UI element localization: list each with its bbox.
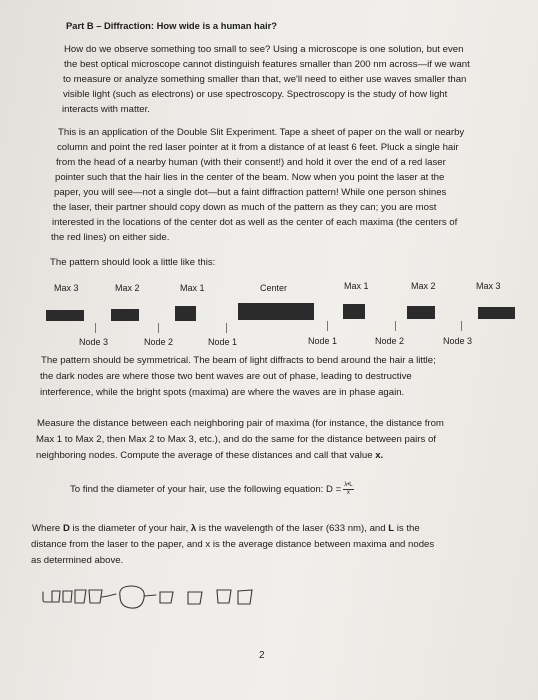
node-tick (327, 321, 328, 331)
equation-line (70, 482, 354, 497)
max2-left-bar (111, 309, 139, 321)
text-line: interference, while the bright spots (maxima) are where the waves are in phase again. (40, 387, 405, 398)
text-line (32, 521, 420, 536)
text-line: to measure or analyze something smaller than that, we'll need to either use waves smaller than (63, 74, 467, 85)
max1-left-bar (175, 306, 196, 321)
text-line: interacts with matter. (62, 104, 150, 115)
text-line: as determined above. (31, 555, 124, 566)
node-label: Node 2 (375, 336, 405, 346)
node-label: Node 1 (308, 336, 338, 346)
equation-text: To find the diameter of your hair, use the following equation: D = (70, 484, 342, 496)
text-segment: is the (394, 523, 420, 534)
text-line: Measure the distance between each neighboring pair of maxima (for instance, the distance from (37, 418, 444, 429)
fraction-numerator: λ•L (344, 482, 353, 488)
node-label: Node 3 (443, 336, 473, 346)
text-line: This is an application of the Double Slit Experiment. Tape a sheet of paper on the wall or nearby (58, 127, 465, 138)
text-segment: Where (32, 523, 63, 534)
text-line: distance from the laser to the paper, and x is the average distance between maxima and nodes (31, 539, 435, 550)
node-label: Node 2 (144, 337, 174, 347)
max2-right-bar (407, 306, 435, 319)
node-label: Node 3 (79, 337, 109, 347)
max3-left-bar (46, 310, 84, 321)
max-label: Max 2 (411, 281, 436, 291)
text-line: paper, you will see—not a single dot—but a faint diffraction pattern! While one person shines (54, 187, 447, 198)
text-line: interested in the locations of the center dot as well as the center of each maxima (the centers of (52, 217, 458, 228)
node-tick (158, 323, 159, 333)
node-tick (95, 323, 96, 333)
variable-lambda: λ (190, 523, 197, 534)
max3-right-bar (478, 307, 515, 319)
node-label: Node 1 (208, 337, 238, 347)
center-bar (238, 303, 314, 320)
node-tick (395, 321, 396, 331)
text-line: column and point the red laser pointer at it from a distance of at least 6 feet. Pluck a single hair (57, 142, 459, 153)
variable-D: D (62, 523, 70, 534)
variable-L: L (388, 523, 395, 534)
text-line (36, 448, 383, 463)
text-line: How do we observe something too small to see? Using a microscope is one solution, but even (64, 44, 464, 55)
center-label: Center (260, 283, 288, 293)
text-line: pointer such that the hair lies in the center of the beam. Now when you point the laser at the (55, 172, 445, 183)
max1-right-bar (343, 304, 365, 319)
section-heading: Part B – Diffraction: How wide is a human hair? (66, 20, 277, 31)
text-segment: neighboring nodes. Compute the average of these distances and call that value (36, 450, 373, 461)
text-line: the red lines) on either side. (51, 232, 170, 243)
text-line: The pattern should be symmetrical. The beam of light diffracts to bend around the hair a little; (41, 355, 436, 366)
variable-x: x. (375, 450, 384, 461)
text-line: from the head of a nearby human (with their consent!) and hold it over the end of a red laser (56, 157, 446, 168)
page-number: 2 (259, 650, 265, 661)
max-label: Max 1 (344, 281, 369, 291)
text-line: the best optical microscope cannot distinguish features smaller than 200 nm across—if we want (64, 59, 470, 70)
node-tick (461, 321, 462, 331)
equation-fraction (343, 482, 353, 497)
node-tick (226, 323, 227, 333)
max-label: Max 1 (180, 283, 205, 293)
text-line: the dark nodes are where those two bent waves are out of phase, leading to destructive (40, 371, 412, 382)
max-label: Max 2 (115, 283, 140, 293)
text-segment: is the diameter of your hair, (69, 523, 191, 534)
text-line: visible light (such as electrons) or use spectroscopy. Spectroscopy is the study of how light (63, 89, 448, 100)
fraction-denominator: x (346, 490, 350, 496)
text-segment: is the wavelength of the laser (633 nm), and (196, 523, 389, 534)
handwritten-pattern-sketch (40, 584, 380, 624)
text-line: Max 1 to Max 2, then Max 2 to Max 3, etc.), and do the same for the distance between pairs of (36, 434, 436, 445)
max-label: Max 3 (54, 283, 79, 293)
text-line: the laser, their partner should copy down as much of the pattern as they can; you are most (53, 202, 437, 213)
max-label: Max 3 (476, 281, 501, 291)
pattern-intro: The pattern should look a little like this: (50, 257, 216, 268)
